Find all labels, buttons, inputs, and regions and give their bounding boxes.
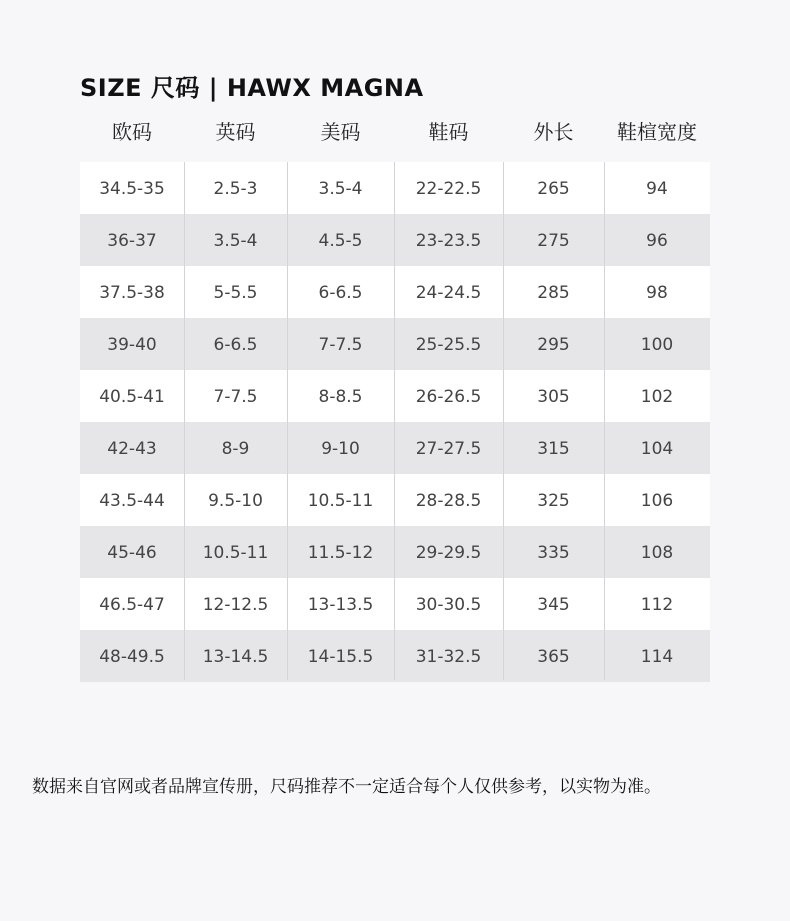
table-cell: 295 (537, 335, 570, 355)
table-cell: 365 (537, 647, 570, 667)
table-cell: 305 (537, 387, 570, 407)
table-cell: 9-10 (321, 439, 360, 459)
column-header: 欧码 (112, 120, 152, 144)
table-cell: 11.5-12 (307, 543, 374, 563)
footnote: 数据来自官网或者品牌宣传册，尺码推荐不一定适合每个人仅供参考，以实物为准。 (32, 777, 661, 797)
table-cell: 37.5-38 (99, 283, 165, 303)
page-title: SIZE 尺码 | HAWX MAGNA (80, 74, 424, 102)
column-header: 美码 (320, 120, 361, 144)
table-cell: 26-26.5 (415, 387, 482, 407)
table-cell: 112 (640, 595, 674, 615)
size-table (80, 162, 710, 680)
table-cell: 4.5-5 (318, 231, 363, 251)
table-cell: 39-40 (107, 335, 157, 355)
table-cell: 31-32.5 (415, 647, 482, 667)
table-cell: 42-43 (107, 439, 157, 459)
table-cell: 265 (537, 179, 570, 199)
column-header: 鞋码 (428, 120, 469, 144)
table-cell: 108 (640, 543, 674, 563)
table-cell: 345 (537, 595, 570, 615)
table-row (80, 318, 710, 370)
table-row (80, 162, 710, 214)
table-row (80, 526, 710, 578)
table-row (80, 422, 710, 474)
table-cell: 2.5-3 (213, 179, 258, 199)
column-divider (394, 162, 395, 680)
column-header: 鞋楦宽度 (617, 120, 697, 144)
table-cell: 29-29.5 (415, 543, 482, 563)
table-cell: 36-37 (107, 231, 157, 251)
table-cell: 12-12.5 (202, 595, 269, 615)
table-cell: 96 (646, 231, 668, 251)
table-cell: 285 (537, 283, 570, 303)
column-header: 英码 (215, 120, 256, 144)
table-header (80, 112, 710, 152)
column-header: 外长 (533, 120, 574, 144)
table-cell: 6-6.5 (213, 335, 258, 355)
table-cell: 94 (646, 179, 668, 199)
table-cell: 30-30.5 (415, 595, 482, 615)
table-cell: 7-7.5 (318, 335, 363, 355)
column-divider (287, 162, 288, 680)
table-cell: 23-23.5 (415, 231, 482, 251)
table-cell: 9.5-10 (208, 491, 263, 511)
table-cell: 8-9 (221, 439, 250, 459)
table-cell: 34.5-35 (99, 179, 165, 199)
table-cell: 10.5-11 (307, 491, 374, 511)
table-row (80, 630, 710, 682)
table-cell: 98 (646, 283, 668, 303)
table-cell: 106 (640, 491, 674, 511)
table-cell: 46.5-47 (99, 595, 165, 615)
table-cell: 104 (640, 439, 674, 459)
table-cell: 5-5.5 (213, 283, 258, 303)
table-cell: 13-13.5 (307, 595, 374, 615)
table-cell: 335 (537, 543, 570, 563)
table-cell: 10.5-11 (202, 543, 269, 563)
column-divider (604, 162, 605, 680)
table-cell: 7-7.5 (213, 387, 258, 407)
table-cell: 28-28.5 (415, 491, 482, 511)
column-divider (184, 162, 185, 680)
table-cell: 275 (537, 231, 570, 251)
table-row (80, 474, 710, 526)
table-row (80, 370, 710, 422)
table-cell: 43.5-44 (99, 491, 165, 511)
table-cell: 48-49.5 (99, 647, 165, 667)
table-cell: 102 (640, 387, 674, 407)
table-cell: 3.5-4 (213, 231, 258, 251)
table-cell: 22-22.5 (415, 179, 482, 199)
table-cell: 315 (537, 439, 570, 459)
table-row (80, 214, 710, 266)
table-row (80, 266, 710, 318)
table-cell: 325 (537, 491, 570, 511)
table-row (80, 578, 710, 630)
table-cell: 8-8.5 (318, 387, 363, 407)
table-cell: 24-24.5 (415, 283, 482, 303)
table-cell: 25-25.5 (415, 335, 482, 355)
table-cell: 40.5-41 (99, 387, 165, 407)
column-divider (503, 162, 504, 680)
table-cell: 13-14.5 (202, 647, 269, 667)
table-cell: 27-27.5 (415, 439, 482, 459)
table-cell: 6-6.5 (318, 283, 363, 303)
table-cell: 114 (640, 647, 674, 667)
table-cell: 45-46 (107, 543, 157, 563)
table-cell: 14-15.5 (307, 647, 374, 667)
table-cell: 3.5-4 (318, 179, 363, 199)
table-cell: 100 (640, 335, 674, 355)
